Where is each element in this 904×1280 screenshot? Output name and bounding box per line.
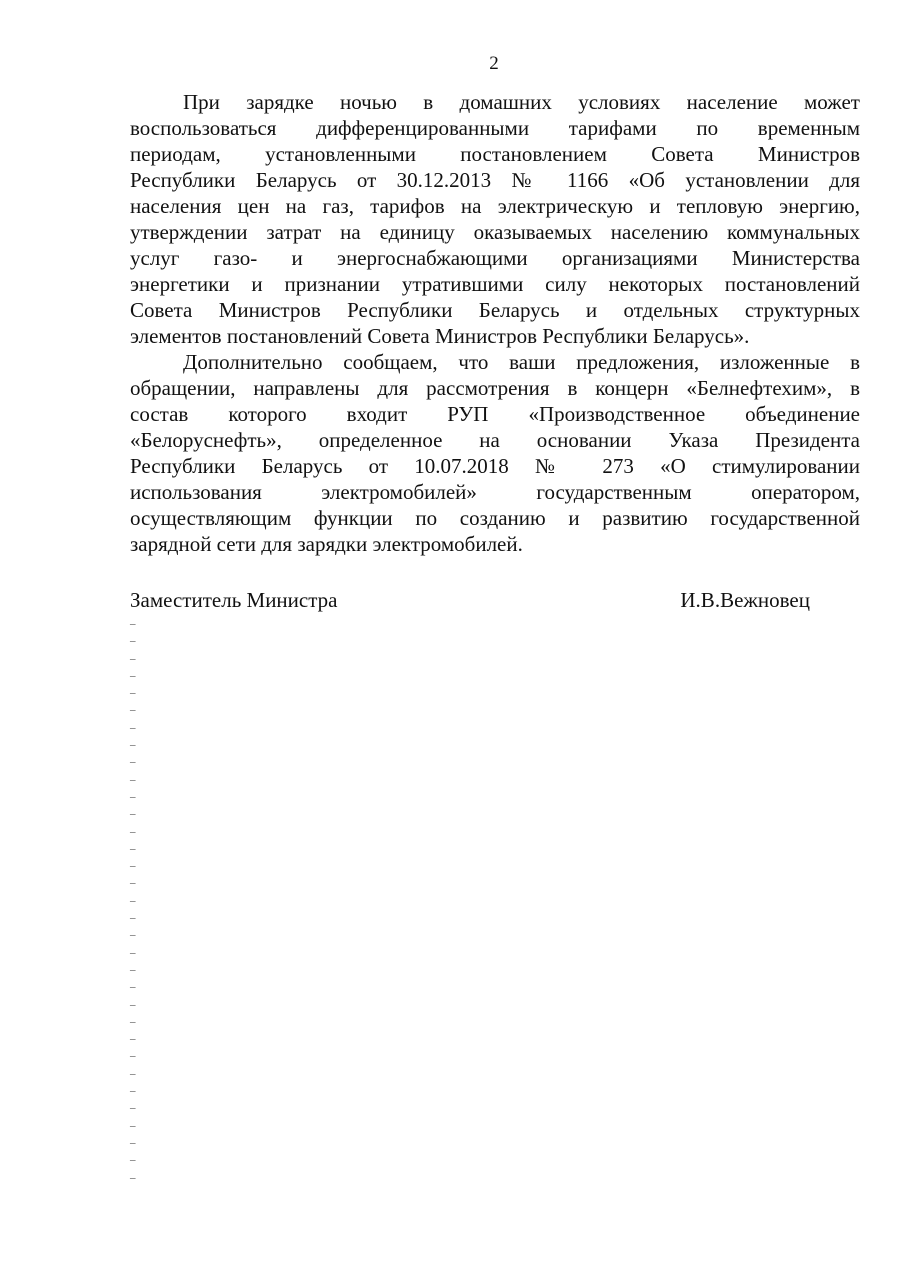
dash-mark: _ bbox=[130, 1115, 136, 1128]
dash-mark: _ bbox=[130, 873, 136, 886]
dash-mark: _ bbox=[130, 683, 136, 696]
dash-mark: _ bbox=[130, 1098, 136, 1111]
dash-mark: _ bbox=[130, 890, 136, 903]
text-line: «Белоруснефть», определенное на основании Указа Президента bbox=[130, 428, 860, 452]
dash-mark: _ bbox=[130, 1046, 136, 1059]
text-line: населения цен на газ, тарифов на электрическую и тепловую энергию, bbox=[130, 194, 860, 218]
text-line: элементов постановлений Совета Министров Республики Беларусь». bbox=[130, 324, 750, 348]
dash-mark: _ bbox=[130, 942, 136, 955]
letter-body bbox=[130, 89, 860, 557]
dash-mark: _ bbox=[130, 735, 136, 748]
text-line: Республики Беларусь от 10.07.2018 № 273 «О стимулировании bbox=[130, 454, 860, 478]
paragraph-proposals bbox=[130, 349, 860, 557]
text-line: периодам, установленными постановлением Совета Министров bbox=[130, 142, 860, 166]
text-line: состав которого входит РУП «Производственное объединение bbox=[130, 402, 860, 426]
text-line: Республики Беларусь от 30.12.2013 № 1166 «Об установлении для bbox=[130, 168, 860, 192]
signature-block bbox=[130, 587, 810, 613]
dash-mark: _ bbox=[130, 856, 136, 869]
dash-mark: _ bbox=[130, 614, 136, 626]
text-line: При зарядке ночью в домашних условиях население может bbox=[183, 90, 860, 114]
text-line: воспользоваться дифференцированными тарифами по временным bbox=[130, 116, 860, 140]
dash-mark: _ bbox=[130, 1132, 136, 1145]
dash-mark: _ bbox=[130, 804, 136, 817]
dash-mark: _ bbox=[130, 1063, 136, 1076]
paragraph-tariffs bbox=[130, 89, 860, 349]
dash-mark: _ bbox=[130, 769, 136, 782]
dash-mark: _ bbox=[130, 959, 136, 972]
dash-mark: _ bbox=[130, 786, 136, 799]
dash-mark: _ bbox=[130, 908, 136, 921]
text-line: обращении, направлены для рассмотрения в концерн «Белнефтехим», в bbox=[130, 376, 860, 400]
dash-mark: _ bbox=[130, 717, 136, 730]
signatory-name: И.В.Вежновец bbox=[680, 588, 810, 612]
dash-column bbox=[130, 612, 136, 1183]
dash-mark: _ bbox=[130, 977, 136, 990]
page-number: 2 bbox=[489, 53, 499, 74]
dash-mark: _ bbox=[130, 1150, 136, 1163]
dash-mark: _ bbox=[130, 665, 136, 678]
dash-mark: _ bbox=[130, 631, 136, 644]
dash-mark: _ bbox=[130, 648, 136, 661]
text-line: Совета Министров Республики Беларусь и отдельных структурных bbox=[130, 298, 860, 322]
dash-mark: _ bbox=[130, 1011, 136, 1024]
text-line: утверждении затрат на единицу оказываемых населению коммунальных bbox=[130, 220, 860, 244]
dash-mark: _ bbox=[130, 752, 136, 765]
signatory-position: Заместитель Министра bbox=[130, 588, 338, 612]
dash-mark: _ bbox=[130, 925, 136, 938]
dash-mark: _ bbox=[130, 1167, 136, 1180]
text-line: осуществляющим функции по созданию и развитию государственной bbox=[130, 506, 860, 530]
dash-mark: _ bbox=[130, 1029, 136, 1042]
text-line: зарядной сети для зарядки электромобилей. bbox=[130, 532, 523, 556]
text-line: использования электромобилей» государственным оператором, bbox=[130, 480, 860, 504]
dash-mark: _ bbox=[130, 821, 136, 834]
dash-mark: _ bbox=[130, 838, 136, 851]
text-line: Дополнительно сообщаем, что ваши предложения, изложенные в bbox=[183, 350, 860, 374]
text-line: энергетики и признании утратившими силу некоторых постановлений bbox=[130, 272, 860, 296]
dash-mark: _ bbox=[130, 700, 136, 713]
dash-mark: _ bbox=[130, 1081, 136, 1094]
dash-mark: _ bbox=[130, 994, 136, 1007]
text-line: услуг газо- и энергоснабжающими организациями Министерства bbox=[130, 246, 860, 270]
